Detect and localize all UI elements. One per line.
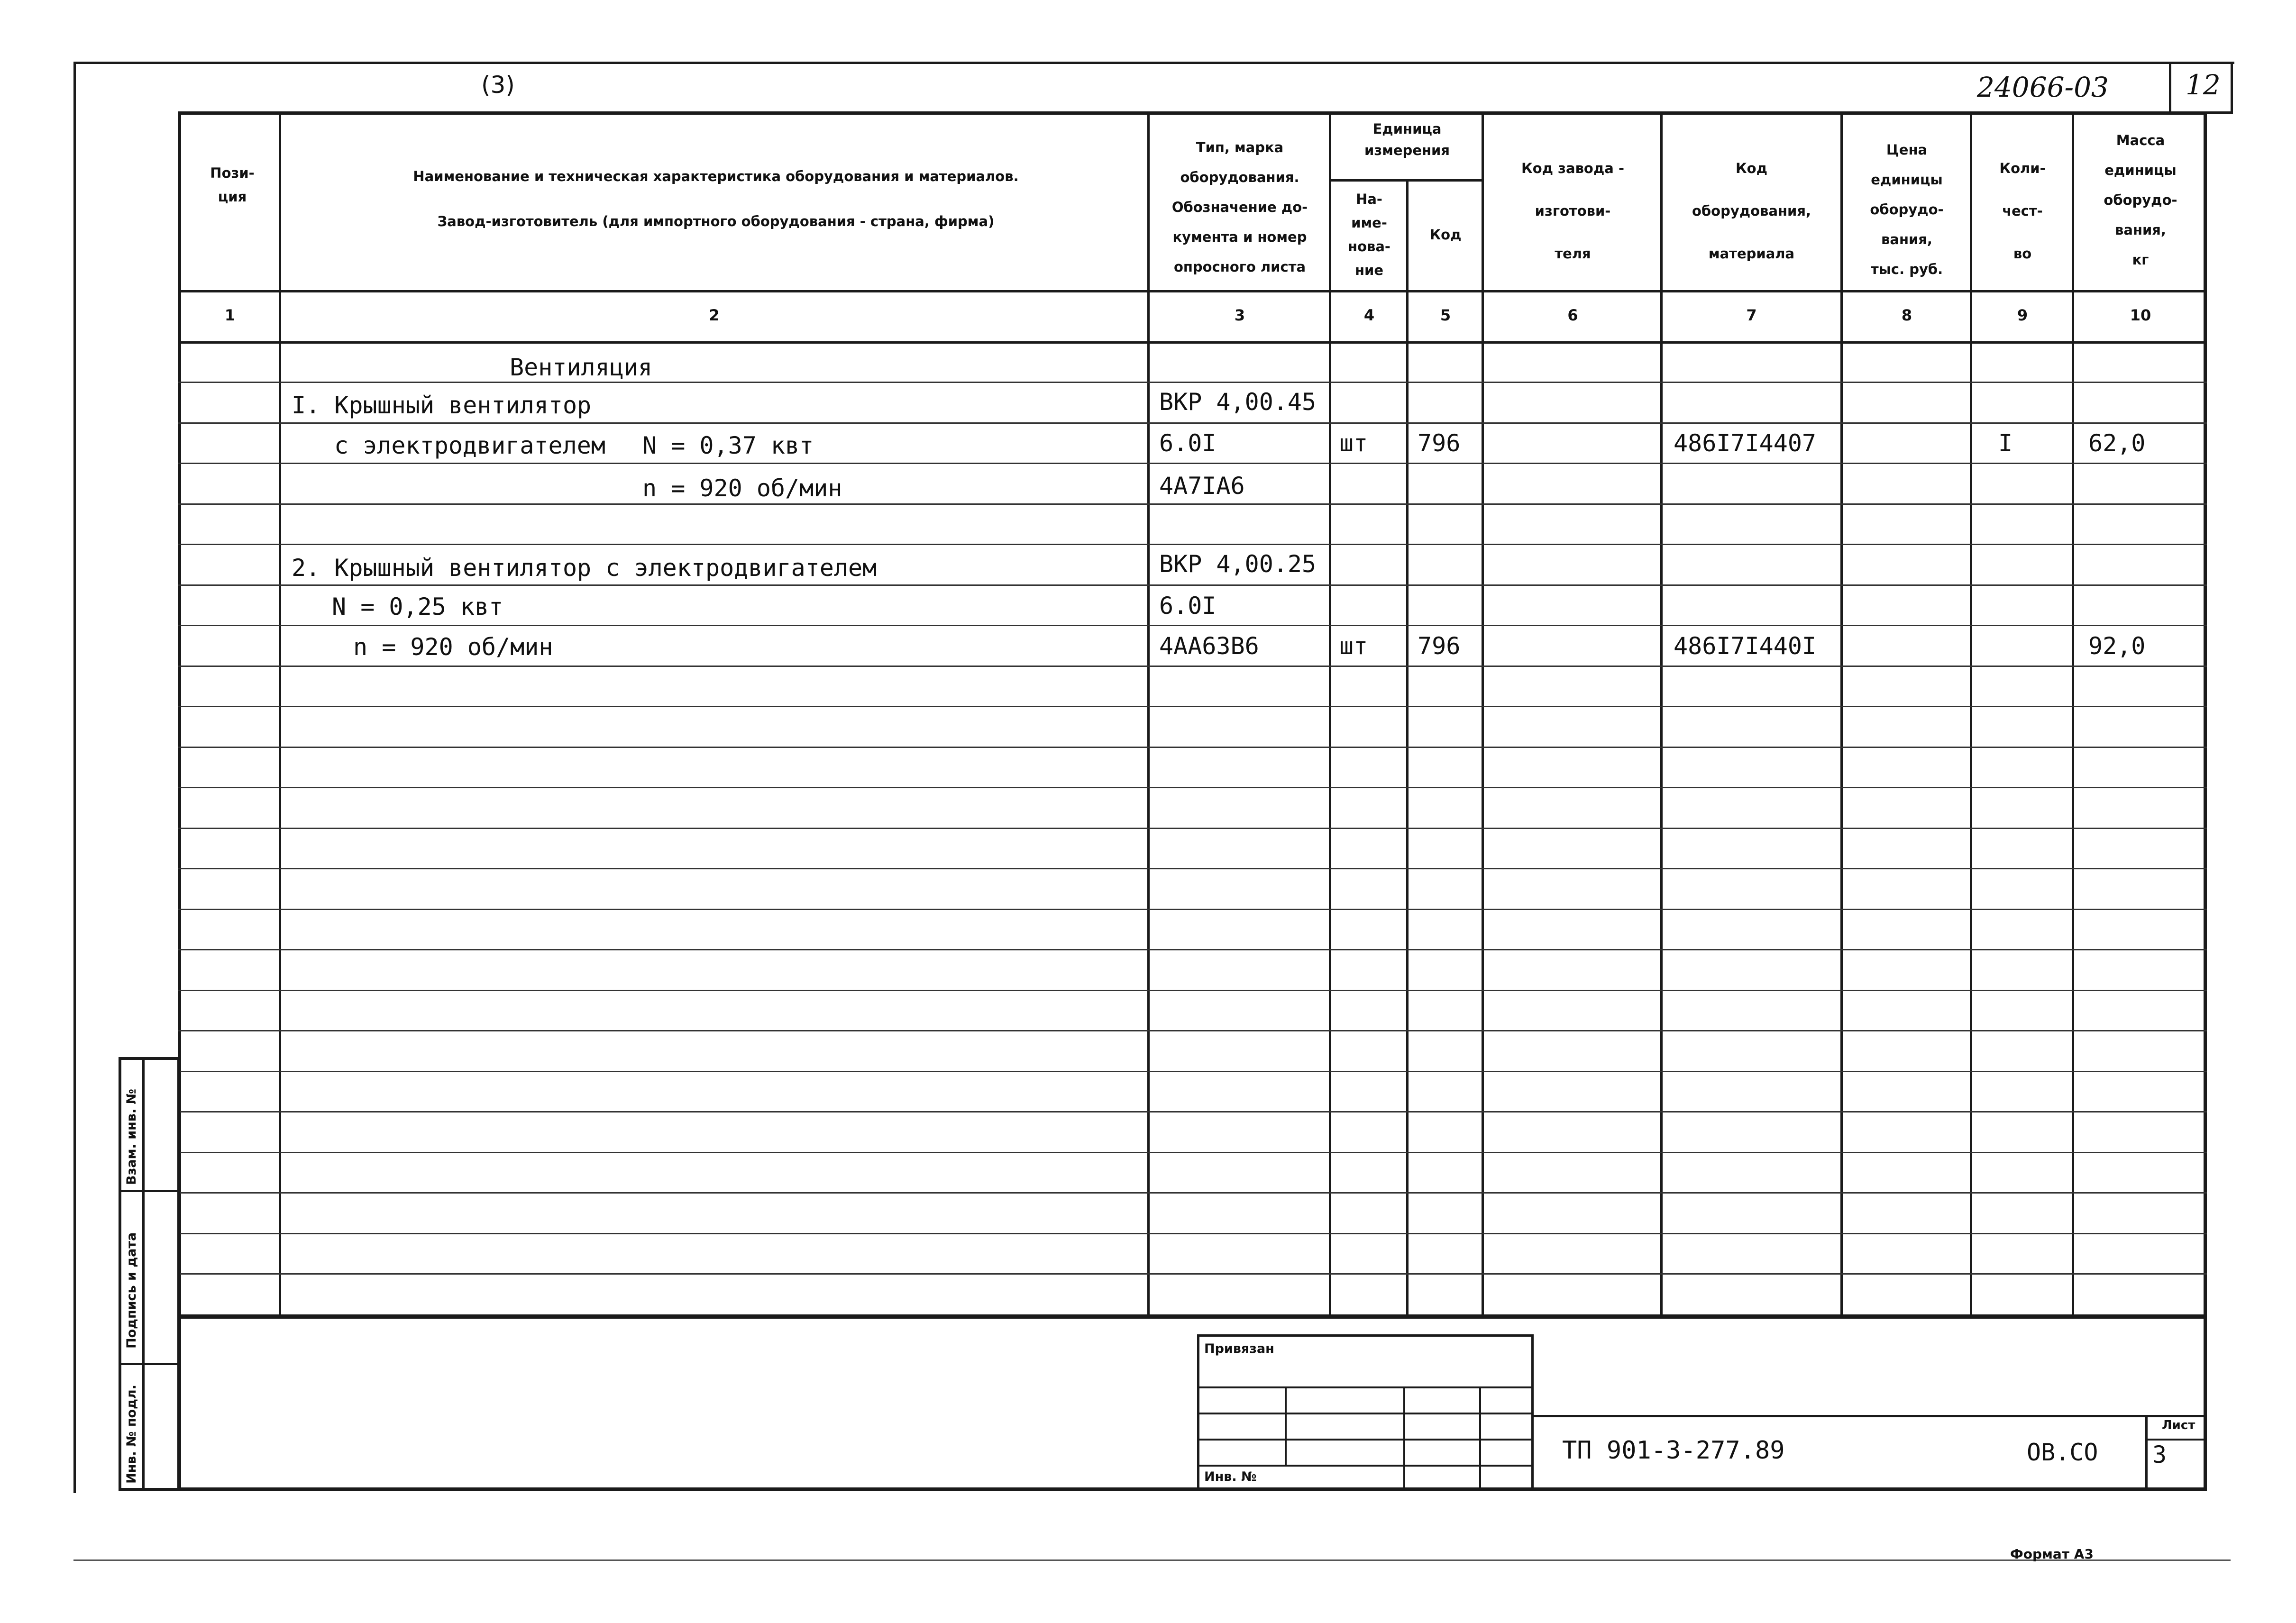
number-row-bottom xyxy=(178,341,2207,344)
row-0-name: Вентиляция xyxy=(510,354,653,381)
bound-vline xyxy=(1479,1386,1481,1491)
row-6-equip-code: 486I7I440I xyxy=(1674,632,1817,660)
table-row-line xyxy=(178,1152,2207,1153)
bound-vline xyxy=(1285,1386,1287,1465)
row-6-type: 4АА63В6 xyxy=(1159,632,1259,660)
row-6-unit: шт xyxy=(1339,632,1368,660)
bound-line xyxy=(1197,1386,1534,1388)
row-3-formula: n = 920 об/мин xyxy=(642,474,842,502)
table-row-line xyxy=(178,422,2207,424)
row-4-type: ВКР 4,00.25 xyxy=(1159,550,1317,578)
bound-line xyxy=(1197,1439,1534,1441)
row-4-name: 2. Крышный вентилятор с электродвигателем xyxy=(292,554,877,582)
sheet-value: 3 xyxy=(2152,1441,2167,1468)
side-divider-2 xyxy=(119,1363,180,1365)
row-6-code: 796 xyxy=(1418,632,1461,660)
table-row-line xyxy=(178,747,2207,748)
col-number: 6 xyxy=(1567,306,1578,324)
col-number: 8 xyxy=(1901,306,1912,324)
row-5-type: 6.0I xyxy=(1159,592,1217,620)
row-2-name: с электродвигателем xyxy=(334,432,605,459)
doc-code: 24066-03 xyxy=(1977,71,2109,103)
col-header-1: Пози- ция xyxy=(210,165,255,205)
format-label: Формат А3 xyxy=(2010,1546,2094,1562)
table-row-line xyxy=(178,787,2207,788)
row-3-type: 4А7IА6 xyxy=(1159,472,1245,500)
table-row-line xyxy=(178,990,2207,991)
col-line xyxy=(1406,180,1409,1318)
title-strip-top xyxy=(1531,1415,2207,1417)
col-header-3: Тип, марка оборудования. Обозначение до- кумента и номер опросного листа xyxy=(1171,139,1308,275)
side-strip-divider xyxy=(142,1057,145,1491)
row-2-formula: N = 0,37 квт xyxy=(642,432,814,459)
bound-line xyxy=(1197,1465,1534,1467)
row-1-name: I. Крышный вентилятор xyxy=(292,392,592,419)
col-header-5: Код xyxy=(1429,227,1462,243)
table-row-line xyxy=(178,909,2207,910)
col-number: 1 xyxy=(224,306,236,324)
table-row-line xyxy=(178,503,2207,505)
col-number: 9 xyxy=(2017,306,2028,324)
col-number: 4 xyxy=(1363,306,1375,324)
table-row-line xyxy=(178,1071,2207,1072)
col-number: 2 xyxy=(709,306,720,324)
table-row-line xyxy=(178,382,2207,383)
col-header-6: Код завода - изготови- теля xyxy=(1521,160,1624,262)
row-6-mass: 92,0 xyxy=(2088,632,2146,660)
row-6-name: n = 920 об/мин xyxy=(353,633,553,661)
sheet-box-line xyxy=(2145,1439,2207,1441)
row-2-mass: 62,0 xyxy=(2088,429,2146,457)
side-label-inv-replace: Взам. инв. № xyxy=(124,1088,139,1185)
table-row-line xyxy=(178,666,2207,667)
table-row-line xyxy=(178,949,2207,950)
col-number: 3 xyxy=(1234,306,1245,324)
unit-group-header: Единица измерения xyxy=(1364,121,1450,158)
page-number-box-right xyxy=(2231,62,2233,114)
row-2-code: 796 xyxy=(1418,429,1461,457)
page-number: 12 xyxy=(2186,69,2221,101)
table-row-line xyxy=(178,463,2207,464)
col-header-4: На- име- нова- ние xyxy=(1348,191,1390,278)
col-header-2: Наименование и техническая характеристика оборудования и материалов. Завод-изготовитель (для импортного оборудования - страна, фирма) xyxy=(413,168,1019,229)
table-row-line xyxy=(178,1111,2207,1112)
table-row-line xyxy=(178,868,2207,869)
side-divider-1 xyxy=(119,1190,180,1192)
outer-frame-left xyxy=(73,62,76,1493)
col-number: 5 xyxy=(1440,306,1451,324)
col-header-10: Масса единицы оборудо- вания, кг xyxy=(2104,132,2177,268)
row-2-unit: шт xyxy=(1339,429,1368,457)
table-row-line xyxy=(178,544,2207,545)
stamp-area xyxy=(178,1315,2207,1491)
inv-label: Инв. № xyxy=(1204,1469,1257,1484)
col-number: 10 xyxy=(2130,306,2151,324)
row-2-type: 6.0I xyxy=(1159,429,1217,457)
sheet-box xyxy=(2145,1415,2148,1491)
bound-line xyxy=(1197,1413,1534,1414)
sheet-marker: (3) xyxy=(481,71,515,99)
project-code: ТП 901-3-277.89 xyxy=(1562,1436,1785,1465)
section-code: ОВ.СО xyxy=(2027,1439,2098,1466)
col-number: 7 xyxy=(1746,306,1757,324)
table-row-line xyxy=(178,828,2207,829)
unit-group-line xyxy=(1329,179,1484,182)
bottom-trim-line xyxy=(73,1559,2231,1561)
row-1-type: ВКР 4,00.45 xyxy=(1159,388,1317,416)
header-bottom xyxy=(178,290,2207,292)
page-number-box xyxy=(2169,62,2171,114)
bound-vline xyxy=(1403,1386,1405,1491)
table-row-line xyxy=(178,1192,2207,1194)
outer-frame xyxy=(73,62,2234,64)
table-row-line xyxy=(178,584,2207,586)
sheet-label: Лист xyxy=(2162,1418,2195,1432)
row-2-qty: I xyxy=(1998,429,2013,457)
table-row-line xyxy=(178,1030,2207,1031)
col-header-8: Цена единицы оборудо- вания, тыс. руб. xyxy=(1870,142,1944,277)
bound-label: Привязан xyxy=(1204,1341,1274,1356)
side-label-signature: Подпись и дата xyxy=(124,1232,139,1349)
side-label-inv-orig: Инв. № подл. xyxy=(124,1385,139,1484)
col-header-7: Код оборудования, материала xyxy=(1692,160,1811,262)
row-5-name: N = 0,25 квт xyxy=(332,593,503,620)
table-row-line xyxy=(178,1233,2207,1234)
table-row-line xyxy=(178,1273,2207,1275)
table-row-line xyxy=(178,706,2207,707)
row-2-equip-code: 486I7I4407 xyxy=(1674,429,1817,457)
col-header-9: Коли- чест- во xyxy=(1999,160,2046,262)
table-row-line xyxy=(178,625,2207,626)
